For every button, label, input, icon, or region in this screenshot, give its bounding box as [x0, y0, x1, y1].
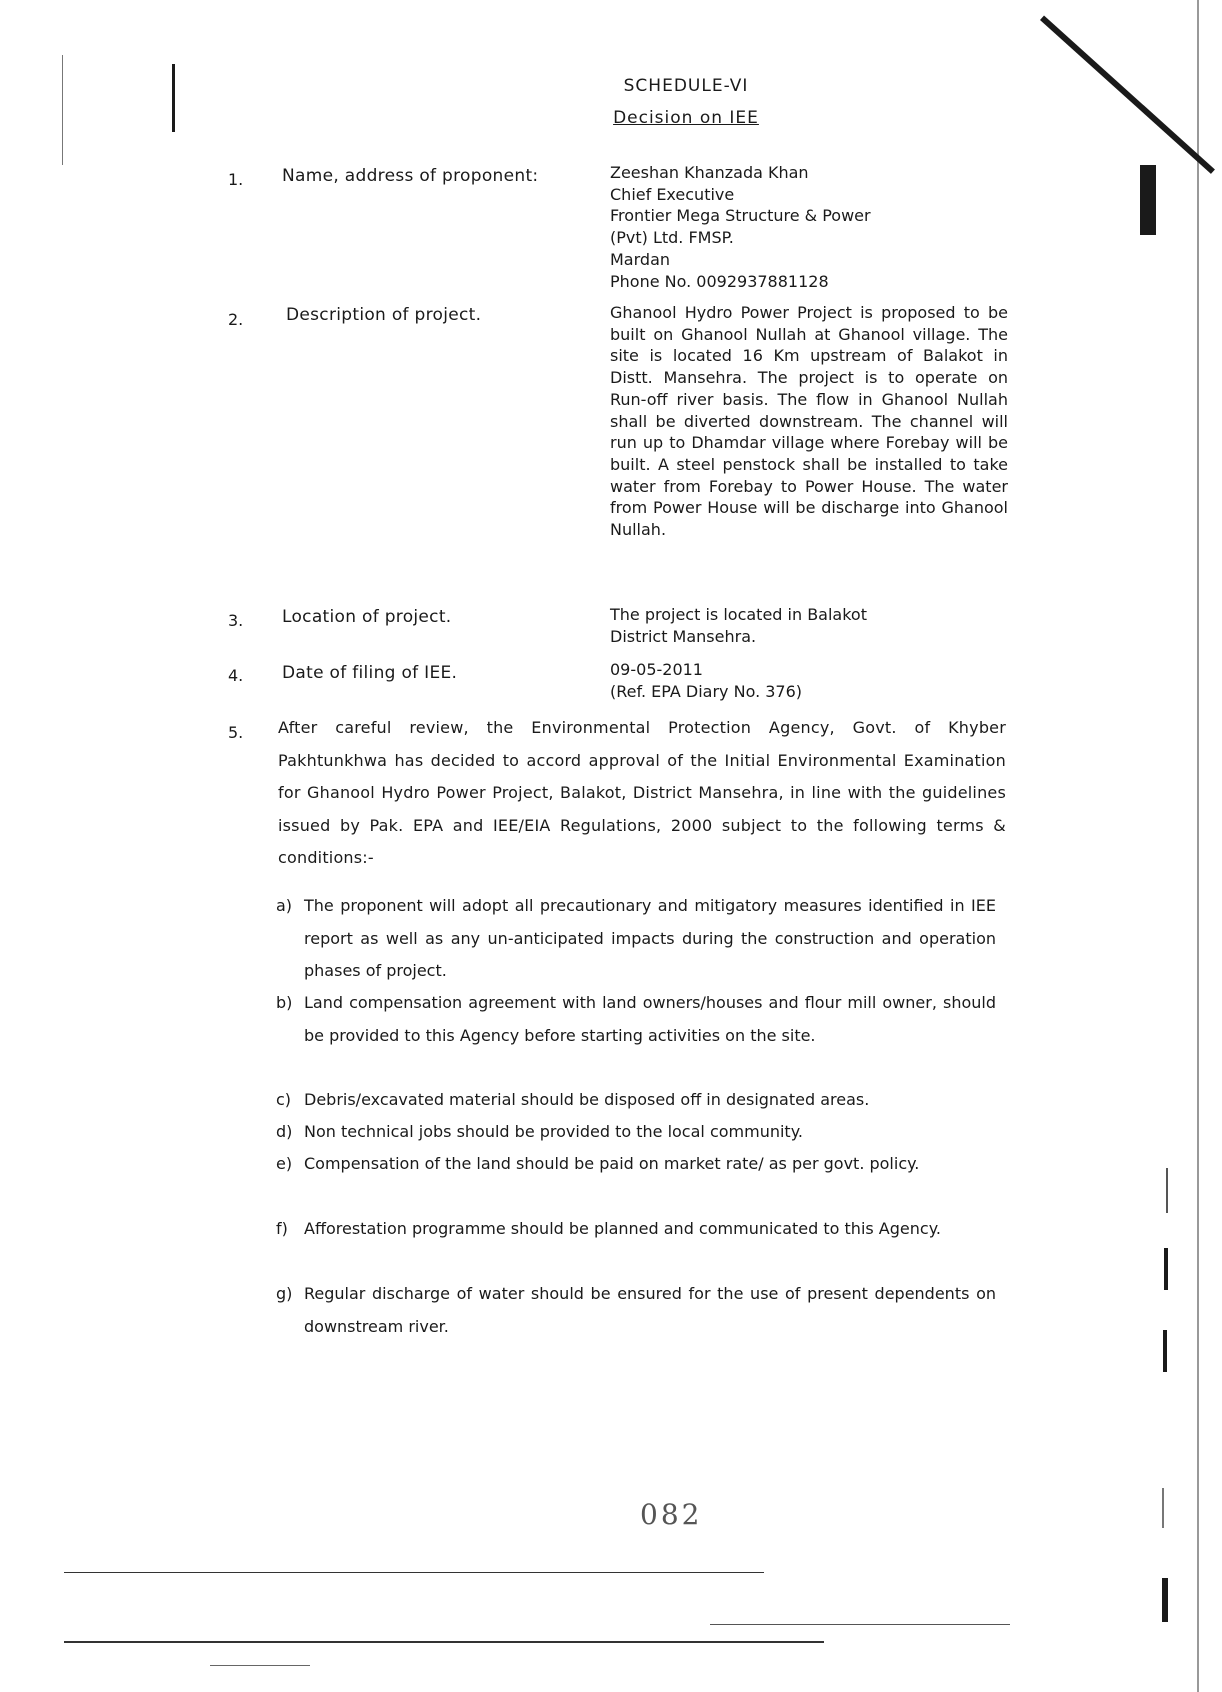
filing-date-value: 09-05-2011: [610, 660, 703, 679]
item-1-number: 1.: [228, 170, 244, 189]
item-2-number: 2.: [228, 310, 244, 329]
condition-item: [276, 987, 996, 1052]
condition-text: Afforestation programme should be planned and communicated to this Agency.: [304, 1219, 941, 1238]
condition-item: [276, 1213, 996, 1246]
condition-text: Non technical jobs should be provided to the local community.: [304, 1122, 803, 1141]
footer-rule-1: [64, 1572, 764, 1573]
condition-marker: b): [276, 993, 293, 1012]
item-4-number: 4.: [228, 666, 244, 685]
condition-marker: c): [276, 1090, 292, 1109]
scan-mark-right-1: [1166, 1168, 1168, 1213]
page-number: 082: [640, 1498, 703, 1531]
scan-mark-right-edge: [1197, 0, 1199, 1692]
proponent-title: Chief Executive: [610, 184, 735, 204]
condition-text: Debris/excavated material should be disposed off in designated areas.: [304, 1090, 870, 1109]
filing-reference: (Ref. EPA Diary No. 376): [610, 681, 803, 701]
condition-marker: g): [276, 1284, 293, 1303]
proponent-name: Zeeshan Khanzada Khan: [610, 163, 809, 182]
project-location-line-2: District Mansehra.: [610, 626, 757, 646]
project-description: Ghanool Hydro Power Project is proposed to be built on Ghanool Nullah at Ghanool village. The site is located 16 Km upstream of Balakot in Distt. Mansehra. The project is to operate on Run-off river basis. The flow in Ghanool Nullah shall be diverted downstream. The channel will run up to Dhamdar village where Forebay will be built. A steel penstock shall be installed to take water from Forebay to Power House. The water from Power House will be discharge into Ghanool Nullah.: [610, 303, 1008, 540]
condition-item: [276, 1278, 996, 1343]
schedule-title: SCHEDULE-VI: [623, 76, 749, 96]
condition-marker: d): [276, 1122, 293, 1141]
scan-mark-right-4: [1162, 1578, 1168, 1622]
item-1-label: Name, address of proponent:: [282, 166, 539, 186]
footer-rule-2: [710, 1624, 1010, 1625]
condition-text: Regular discharge of water should be ensured for the use of present dependents on downstream river.: [304, 1284, 996, 1336]
proponent-city: Mardan: [610, 249, 671, 269]
decision-heading: [75, 108, 1222, 128]
condition-item: [276, 1116, 996, 1149]
decision-heading-text: Decision on IEE: [613, 108, 759, 128]
item-3-number: 3.: [228, 611, 244, 630]
condition-item: [276, 1084, 996, 1117]
item-3-label: Location of project.: [282, 607, 452, 627]
scan-mark-left-edge: [62, 55, 63, 165]
scan-mark-right-2: [1164, 1248, 1168, 1290]
condition-item: [276, 1148, 996, 1181]
condition-marker: f): [276, 1219, 288, 1238]
project-location-line-1: The project is located in Balakot: [610, 605, 867, 624]
footer-rule-3: [64, 1641, 824, 1643]
proponent-company-suffix: (Pvt) Ltd. FMSP.: [610, 228, 734, 248]
condition-marker: e): [276, 1154, 293, 1173]
filing-date: [610, 659, 1008, 702]
project-location: [610, 604, 1008, 647]
condition-text: Compensation of the land should be paid on market rate/ as per govt. policy.: [304, 1154, 920, 1173]
decision-paragraph: After careful review, the Environmental Protection Agency, Govt. of Khyber Pakhtunkhwa has decided to accord approval of the Initial Environmental Examination for Ghanool Hydro Power Project, Balakot, District Mansehra, in line with the guidelines issued by Pak. EPA and IEE/EIA Regulations, 2000 subject to the following terms & conditions:-: [278, 718, 1006, 867]
footer-rule-4: [210, 1665, 310, 1666]
scan-mark-right-5: [1162, 1488, 1164, 1528]
proponent-phone: Phone No. 0092937881128: [610, 271, 829, 291]
item-2-label: Description of project.: [286, 305, 482, 325]
item-5-number: 5.: [228, 723, 244, 742]
condition-item: [276, 890, 996, 988]
condition-text: Land compensation agreement with land owners/houses and flour mill owner, should be provided to this Agency before starting activities on the site.: [304, 993, 996, 1045]
item-4-label: Date of filing of IEE.: [282, 663, 458, 683]
condition-marker: a): [276, 896, 293, 915]
proponent-address: [610, 162, 1008, 292]
proponent-company: Frontier Mega Structure & Power: [610, 206, 871, 226]
scan-mark-corner-block: [1140, 165, 1156, 235]
scan-mark-right-3: [1163, 1330, 1167, 1372]
condition-text: The proponent will adopt all precautionary and mitigatory measures identified in IEE report as well as any un-anticipated impacts during the construction and operation phases of project.: [304, 896, 996, 980]
